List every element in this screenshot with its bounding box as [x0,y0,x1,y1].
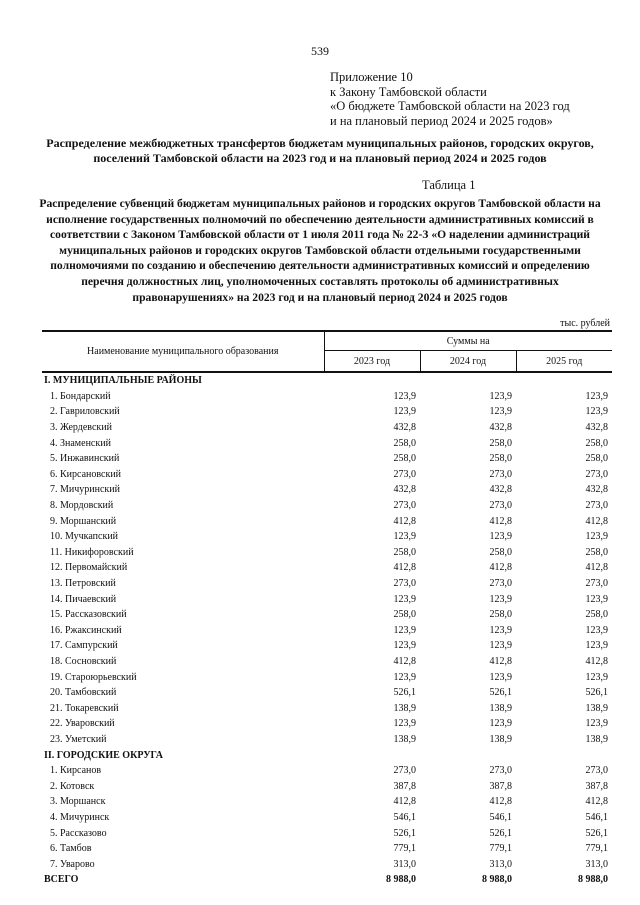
amount-cell: 138,9 [489,702,512,714]
amount-cell: 273,0 [585,765,608,777]
amount-cell: 412,8 [489,796,512,808]
municipality-name: 8. Мордовский [50,500,114,512]
table-row [42,623,612,639]
table-row [42,856,612,872]
amount-cell: 123,9 [489,640,512,652]
table-row [42,467,612,483]
table-row [42,794,612,810]
municipality-name: 23. Уметский [50,733,107,745]
amount-cell: 526,1 [585,827,608,839]
appendix-line: Приложение 10 [330,70,413,84]
amount-cell: 412,8 [489,515,512,527]
amount-cell: 412,8 [585,515,608,527]
amount-cell: 779,1 [393,843,416,855]
appendix-line: к Закону Тамбовской области [330,84,487,99]
amount-cell: 258,0 [489,437,512,449]
amount-cell: 273,0 [585,578,608,590]
amount-cell: 432,8 [393,422,416,434]
section-row [42,747,612,763]
municipality-name: 7. Уварово [50,858,95,870]
column-header-2023: 2023 год [324,351,420,373]
amount-cell: 273,0 [489,500,512,512]
amount-cell: 258,0 [393,453,416,465]
column-header-name: Наименование муниципального образования [42,331,324,372]
municipality-name: 22. Уваровский [50,718,115,730]
municipality-name: 19. Староюрьевский [50,671,137,683]
table-row [42,716,612,732]
amount-cell: 138,9 [393,733,416,745]
amount-cell: 123,9 [489,624,512,636]
amount-cell: 258,0 [489,453,512,465]
amount-cell: 526,1 [393,687,416,699]
table-row [42,763,612,779]
municipality-name: 13. Петровский [50,578,116,590]
amount-cell: 123,9 [393,624,416,636]
document-title: Распределение межбюджетных трансфертов бюджетам муниципальных районов, городских округов, поселений Тамбовской области на 2023 год и на плановый период 2024 и 2025 годов [46,136,594,165]
amount-cell: 123,9 [585,640,608,652]
amount-cell: 412,8 [393,562,416,574]
table-row [42,700,612,716]
table-row [42,732,612,748]
amount-cell: 432,8 [585,422,608,434]
table-row [42,560,612,576]
municipality-name: 21. Токаревский [50,702,119,714]
municipality-name: 18. Сосновский [50,655,117,667]
municipality-name: 20. Тамбовский [50,687,117,699]
amount-cell: 546,1 [489,811,512,823]
amount-cell: 138,9 [585,702,608,714]
municipality-name: 11. Никифоровский [50,546,134,558]
amount-cell: 273,0 [393,765,416,777]
amount-cell: 412,8 [585,796,608,808]
amount-cell: 412,8 [393,796,416,808]
amount-cell: 258,0 [585,546,608,558]
section-row [42,372,612,389]
amount-cell: 123,9 [489,671,512,683]
total-amount: 8 988,0 [482,874,512,886]
amount-cell: 123,9 [393,406,416,418]
amount-cell: 258,0 [585,609,608,621]
municipality-name: 3. Моршанск [50,796,106,808]
municipality-name: 15. Рассказовский [50,609,127,621]
table-row [42,420,612,436]
subventions-table [42,330,612,888]
municipality-name: 17. Сампурский [50,640,118,652]
total-label: ВСЕГО [44,874,79,886]
amount-cell: 273,0 [393,468,416,480]
table-row [42,404,612,420]
amount-cell: 526,1 [585,687,608,699]
table-row [42,591,612,607]
amount-cell: 258,0 [393,546,416,558]
amount-cell: 258,0 [489,546,512,558]
amount-cell: 273,0 [489,578,512,590]
amount-cell: 432,8 [489,484,512,496]
amount-cell: 123,9 [585,406,608,418]
amount-cell: 123,9 [489,406,512,418]
amount-cell: 387,8 [585,780,608,792]
amount-cell: 258,0 [489,609,512,621]
table-row [42,529,612,545]
municipality-name: 6. Кирсановский [50,468,122,480]
table-row [42,778,612,794]
amount-cell: 313,0 [489,858,512,870]
section-title: I. МУНИЦИПАЛЬНЫЕ РАЙОНЫ [44,375,202,387]
amount-cell: 546,1 [393,811,416,823]
table-row [42,669,612,685]
amount-cell: 123,9 [393,531,416,543]
amount-cell: 258,0 [585,453,608,465]
municipality-name: 10. Мучкапский [50,531,119,543]
amount-cell: 432,8 [393,484,416,496]
municipality-name: 5. Рассказово [50,827,107,839]
amount-cell: 313,0 [393,858,416,870]
amount-cell: 123,9 [393,593,416,605]
table-title: Распределение субвенций бюджетам муниципальных районов и городских округов Тамбовской области на исполнение государственных полномочий по обеспечению деятельности административных комиссий в соответствии с Законом Тамбовской области от 1 июля 2011 года № 22-З «О наделении администраций муниципальных районов и городских округов Тамбовской области отдельными государственными полномочиями по созданию и обеспечению деятельности административных комиссий и определению перечня должностных лиц, уполномоченных составлять протоколы об административных правонарушениях» на 2023 год и на плановый период 2024 и 2025 годов [39,197,601,304]
amount-cell: 779,1 [489,843,512,855]
amount-cell: 123,9 [393,640,416,652]
amount-cell: 123,9 [585,593,608,605]
amount-cell: 273,0 [393,500,416,512]
amount-cell: 123,9 [489,390,512,402]
table-row [42,451,612,467]
table-row [42,638,612,654]
table-row [42,810,612,826]
amount-cell: 412,8 [585,562,608,574]
amount-cell: 432,8 [489,422,512,434]
amount-cell: 123,9 [585,624,608,636]
municipality-name: 7. Мичуринский [50,484,120,496]
amount-cell: 526,1 [489,687,512,699]
amount-cell: 258,0 [393,437,416,449]
table-row [42,825,612,841]
municipality-name: 6. Тамбов [50,843,92,855]
table-row [42,435,612,451]
municipality-name: 4. Мичуринск [50,811,110,823]
amount-cell: 123,9 [489,531,512,543]
amount-cell: 138,9 [393,702,416,714]
amount-cell: 779,1 [585,843,608,855]
table-row [42,841,612,857]
amount-cell: 526,1 [489,827,512,839]
amount-cell: 313,0 [585,858,608,870]
amount-cell: 412,8 [489,655,512,667]
appendix-line: «О бюджете Тамбовской области на 2023 год [330,99,570,113]
page-number: 539 [311,44,329,58]
municipality-name: 5. Инжавинский [50,453,120,465]
amount-cell: 387,8 [393,780,416,792]
amount-cell: 387,8 [489,780,512,792]
amount-cell: 123,9 [585,390,608,402]
column-header-2025: 2025 год [516,351,612,373]
table-row [42,685,612,701]
table-row [42,576,612,592]
amount-cell: 123,9 [489,718,512,730]
column-header-2024: 2024 год [420,351,516,373]
table-body [42,372,612,888]
table-row [42,545,612,561]
table-row [42,607,612,623]
units-label: тыс. рублей [560,318,610,329]
amount-cell: 412,8 [585,655,608,667]
municipality-name: 1. Кирсанов [50,765,102,777]
table-row [42,654,612,670]
amount-cell: 546,1 [585,811,608,823]
amount-cell: 412,8 [489,562,512,574]
amount-cell: 273,0 [489,765,512,777]
amount-cell: 412,8 [393,515,416,527]
amount-cell: 273,0 [393,578,416,590]
table-row [42,513,612,529]
amount-cell: 123,9 [585,718,608,730]
amount-cell: 273,0 [585,468,608,480]
amount-cell: 123,9 [489,593,512,605]
amount-cell: 412,8 [393,655,416,667]
municipality-name: 4. Знаменский [50,437,111,449]
amount-cell: 123,9 [393,671,416,683]
amount-cell: 258,0 [393,609,416,621]
municipality-name: 3. Жердевский [50,422,112,434]
amount-cell: 273,0 [489,468,512,480]
section-title: II. ГОРОДСКИЕ ОКРУГА [44,749,164,761]
amount-cell: 123,9 [393,390,416,402]
appendix-header [330,70,570,128]
total-amount: 8 988,0 [386,874,416,886]
amount-cell: 258,0 [585,437,608,449]
table-row [42,482,612,498]
amount-cell: 526,1 [393,827,416,839]
municipality-name: 2. Котовск [50,780,95,792]
municipality-name: 14. Пичаевский [50,593,117,605]
total-amount: 8 988,0 [578,874,608,886]
amount-cell: 138,9 [585,733,608,745]
municipality-name: 1. Бондарский [50,390,111,402]
total-row [42,872,612,888]
column-header-sums: Суммы на [324,331,612,351]
municipality-name: 12. Первомайский [50,562,128,574]
amount-cell: 138,9 [489,733,512,745]
amount-cell: 123,9 [393,718,416,730]
table-row [42,389,612,405]
amount-cell: 432,8 [585,484,608,496]
amount-cell: 123,9 [585,531,608,543]
amount-cell: 273,0 [585,500,608,512]
table-row [42,498,612,514]
municipality-name: 9. Моршанский [50,515,117,527]
municipality-name: 2. Гавриловский [50,406,120,418]
appendix-line: и на плановый период 2024 и 2025 годов» [330,113,553,128]
municipality-name: 16. Ржаксинский [50,624,122,636]
table-label: Таблица 1 [422,178,476,192]
amount-cell: 123,9 [585,671,608,683]
